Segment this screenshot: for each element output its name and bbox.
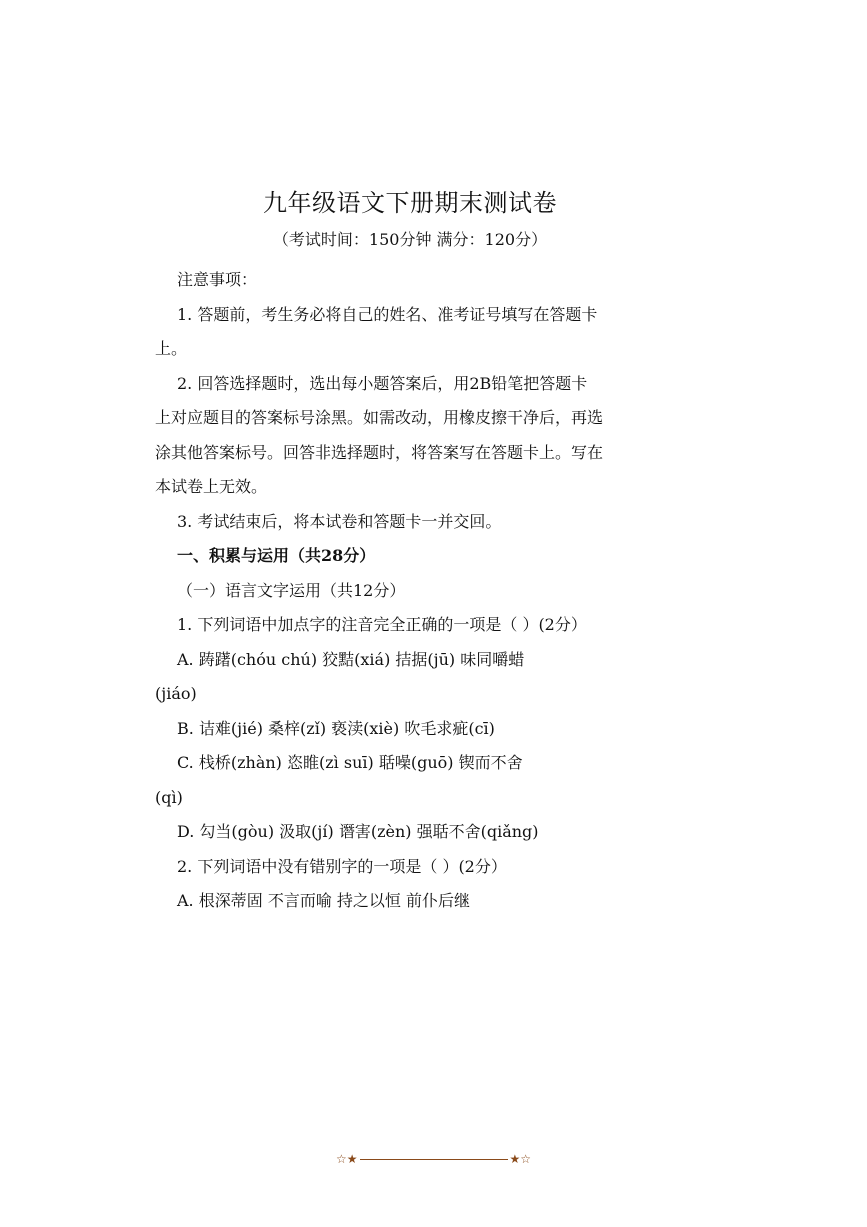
- text-line: 上对应题目的答案标号涂黑。如需改动，用橡皮擦干净后，再选: [155, 408, 604, 427]
- text-line: 一、积累与运用（共28分）: [177, 546, 376, 565]
- text-line: 2. 下列词语中没有错别字的一项是（ ）(2分）: [177, 856, 507, 876]
- text-line: （一）语言文字运用（共12分）: [177, 580, 406, 600]
- text-line: 上。: [155, 339, 188, 358]
- footer-divider: [360, 1159, 508, 1160]
- text-line: 本试卷上无效。: [155, 477, 268, 496]
- text-line: C. 栈桥(zhàn) 恣睢(zì suī) 聒噪(guō) 锲而不舍: [177, 753, 523, 772]
- text-line: A. 踌躇(chóu chú) 狡黠(xiá) 拮据(jū) 味同嚼蜡: [177, 649, 525, 669]
- footer-stars-left: ☆★: [335, 1152, 358, 1166]
- text-line: 1. 答题前，考生务必将自己的姓名、准考证号填写在答题卡: [177, 304, 598, 324]
- text-line: (jiáo): [155, 684, 197, 703]
- footer-stars-right: ★☆: [509, 1152, 532, 1166]
- text-line: D. 勾当(gòu) 汲取(jí) 谮害(zèn) 强聒不舍(qiǎng): [177, 822, 539, 841]
- footer-ornament: [336, 1152, 531, 1166]
- text-line: 注意事项：: [177, 270, 258, 289]
- page-title: 九年级语文下册期末测试卷: [263, 189, 557, 217]
- text-line: 3. 考试结束后，将本试卷和答题卡一并交回。: [177, 511, 502, 531]
- text-line: 2. 回答选择题时，选出每小题答案后，用2B铅笔把答题卡: [177, 373, 588, 393]
- exam-info: （考试时间：150分钟 满分：120分）: [272, 230, 548, 249]
- exam-content: [155, 263, 675, 919]
- text-line: 涂其他答案标号。回答非选择题时，将答案写在答题卡上。写在: [155, 442, 604, 462]
- page-footer: [0, 1148, 867, 1167]
- text-line: 1. 下列词语中加点字的注音完全正确的一项是（ ）(2分）: [177, 615, 587, 634]
- text-line: B. 诘难(jié) 桑梓(zǐ) 亵渎(xiè) 吹毛求疵(cī): [177, 718, 495, 738]
- text-line: A. 根深蒂固 不言而喻 持之以恒 前仆后继: [177, 891, 470, 910]
- text-line: (qì): [155, 787, 183, 807]
